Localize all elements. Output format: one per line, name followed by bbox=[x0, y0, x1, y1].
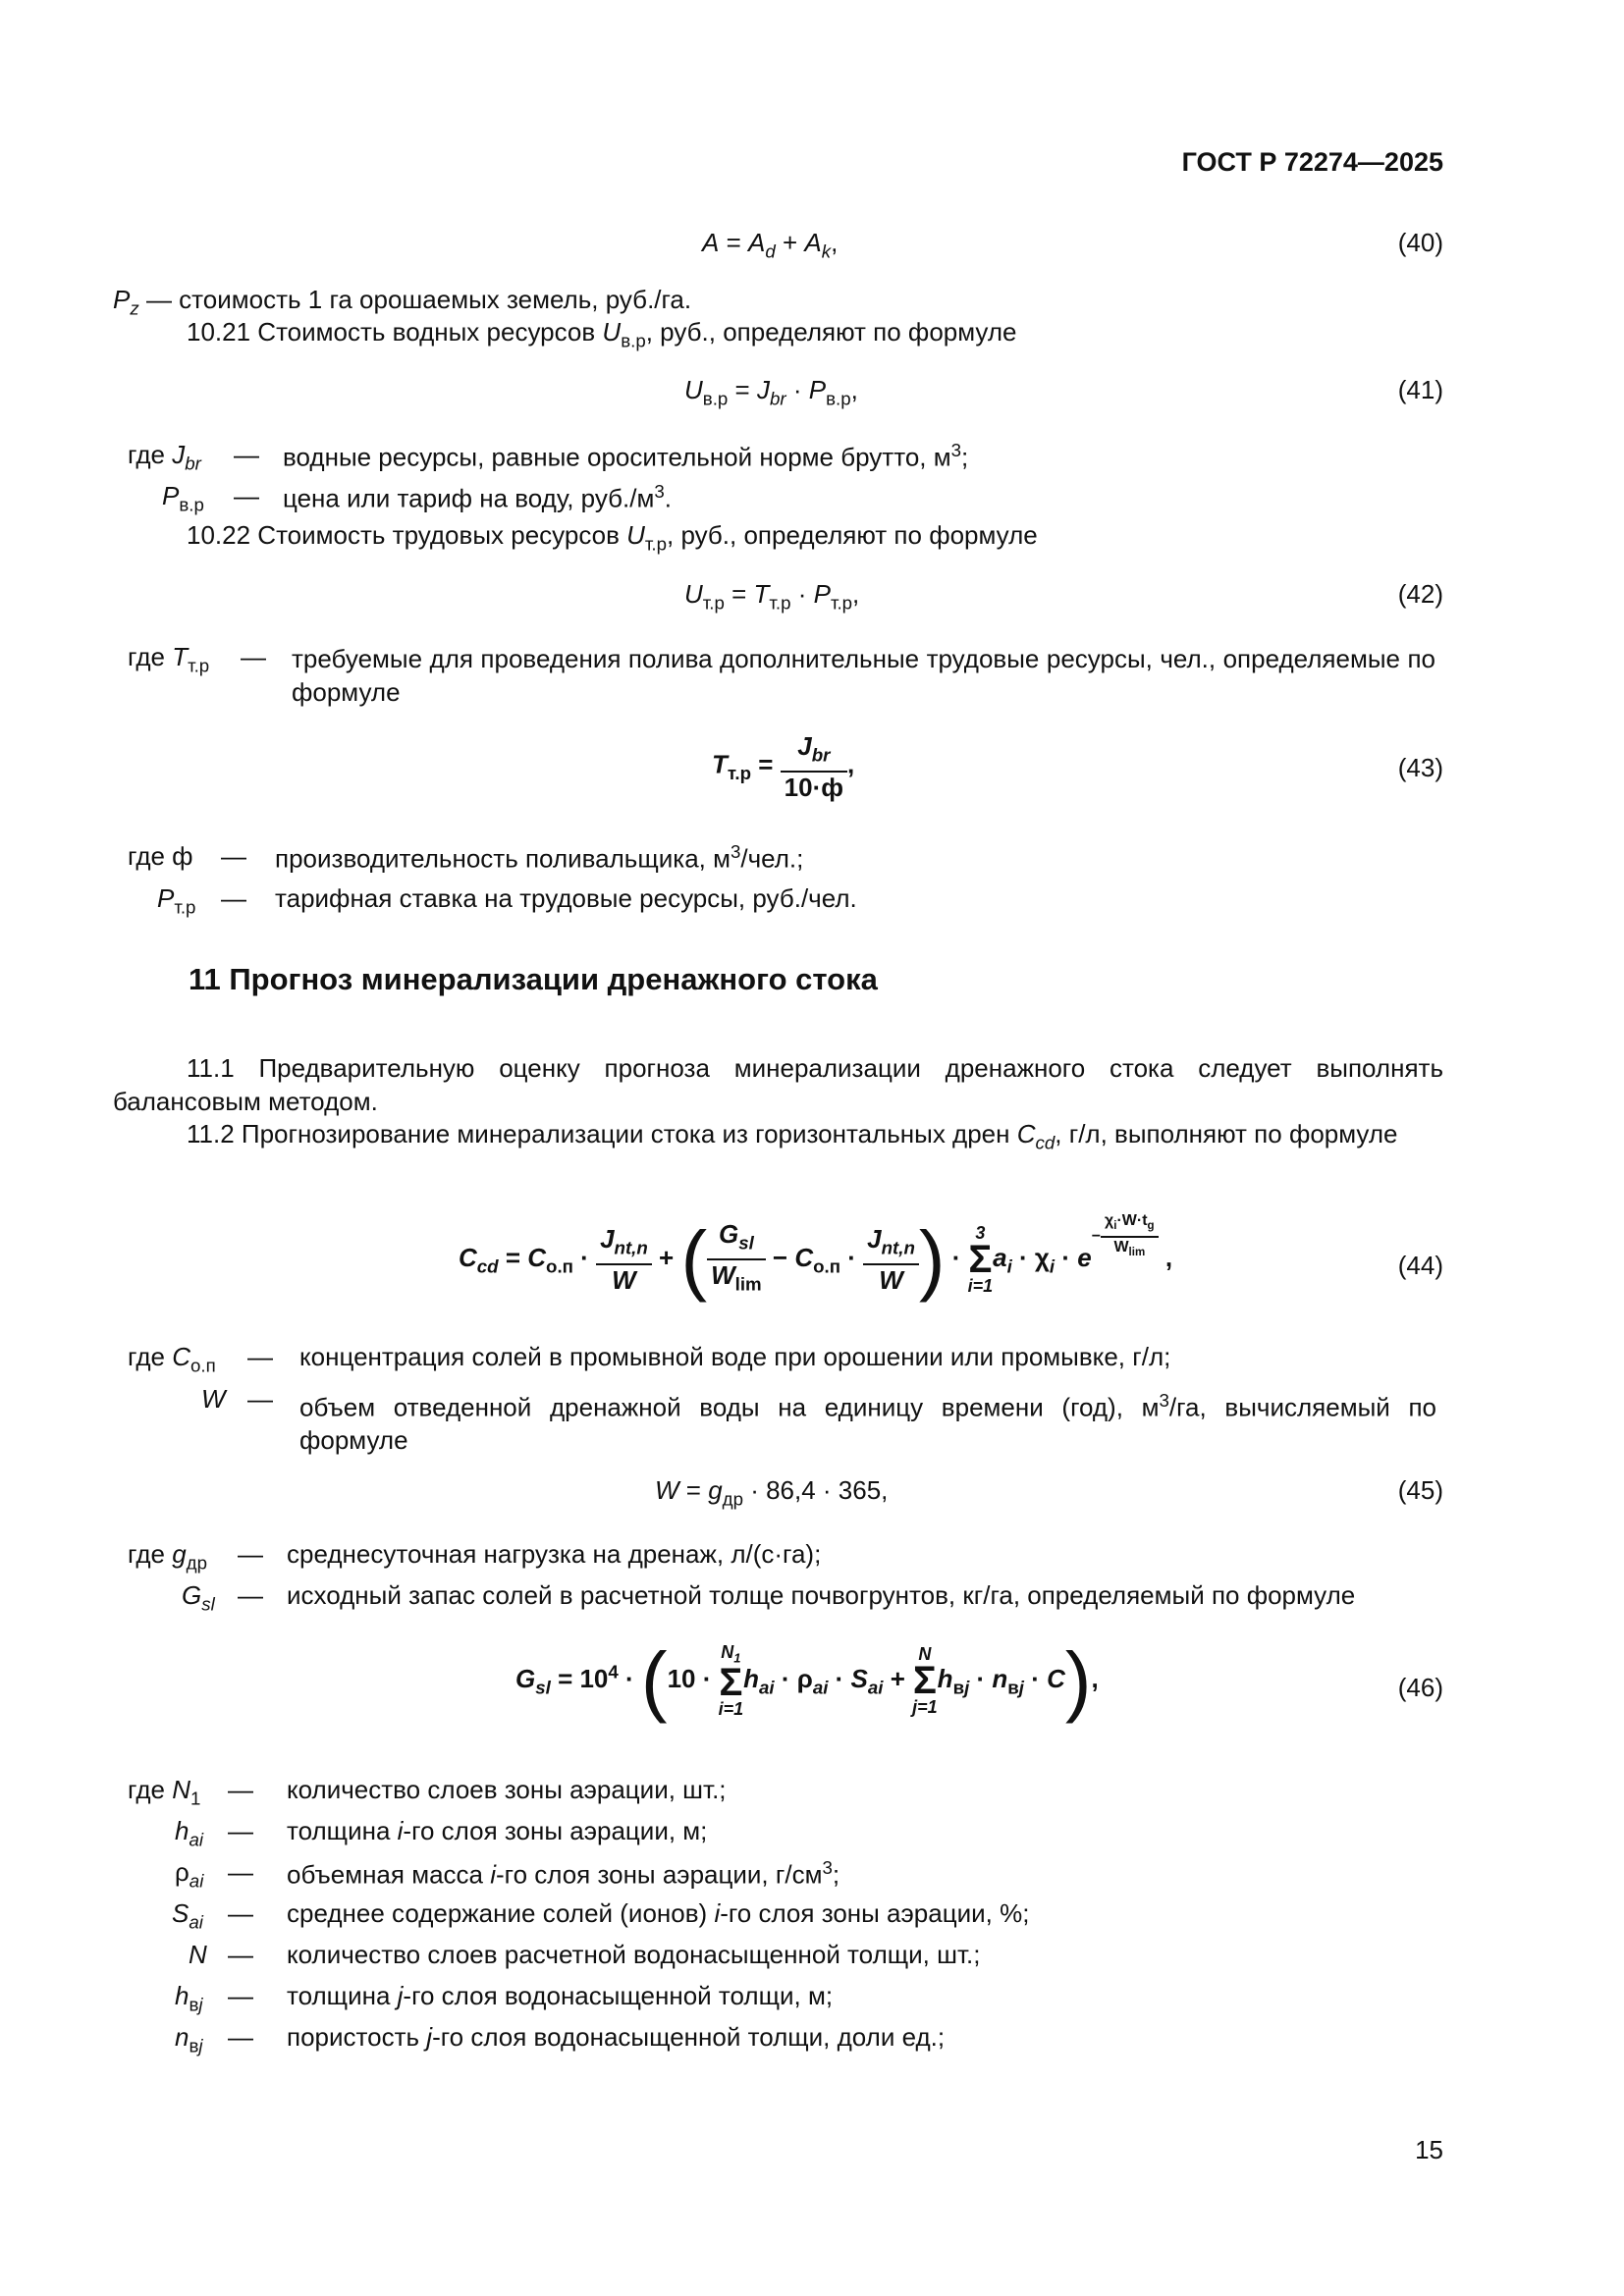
formula-43-number: (43) bbox=[1397, 753, 1443, 782]
pvr-definition-text: цена или тариф на воду, $руб./м^3$. bbox=[283, 481, 672, 513]
paragraph-11-1: 11.1 Предварительную оценку прогноза минерализации дренажного стока следует выполнять балансовым методом. bbox=[113, 1053, 1443, 1116]
dash: — bbox=[228, 1940, 253, 1969]
hvj-definition-text: толщина j-го слоя водонасыщенной толщи, м; bbox=[287, 1981, 834, 2010]
dash: — bbox=[238, 1539, 263, 1569]
n-symbol: N bbox=[189, 1940, 207, 1969]
gsl-definition-text: исходный запас солей в расчетной толще почвогрунтов, кг/га, определяемый по формуле bbox=[287, 1580, 1356, 1610]
formula-40-expression: $A = A_d + A_k$, bbox=[702, 228, 839, 262]
ttr-symbol: где $T_{т.р}$ bbox=[128, 642, 210, 676]
formula-43 bbox=[113, 731, 1443, 800]
formula-42-expression: $U_{т.р} = T_{т.р} \cdot P_{т.р}$, bbox=[684, 579, 860, 614]
formula-42-number: (42) bbox=[1397, 579, 1443, 609]
dash: — bbox=[228, 1981, 253, 2010]
dash: — bbox=[221, 841, 246, 871]
formula-45-expression: $W = g_{др} \cdot 86,4 \cdot 365$, bbox=[655, 1475, 889, 1510]
hvj-symbol: $h_{вj}$ bbox=[175, 1981, 203, 2015]
cop-definition-text: концентрация солей в промывной воде при орошении или промывке, г/л; bbox=[299, 1342, 1171, 1371]
formula-46 bbox=[113, 1637, 1443, 1745]
formula-41 bbox=[113, 375, 1443, 414]
phi-definition-text: производительность поливальщика, $м^3$/чел.; bbox=[275, 841, 804, 874]
jbr-definition: где $J_{br}$ bbox=[128, 440, 201, 474]
paragraph-10-22: 10.22 Стоимость трудовых ресурсов $U_{т.р}$, руб., определяют по формуле bbox=[187, 520, 1038, 555]
phi-symbol: где ф bbox=[128, 841, 193, 871]
jbr-definition-text: водные ресурсы, равные оросительной норме брутто, $м^3$; bbox=[283, 440, 969, 472]
gsl-symbol: $G_{sl}$ bbox=[182, 1580, 215, 1615]
dash: — bbox=[247, 1342, 273, 1371]
ptr-symbol: $P_{т.р}$ bbox=[157, 883, 196, 918]
pvr-symbol: $P_{в.р}$ bbox=[162, 481, 204, 515]
rho-definition-text: объемная масса i-го слоя зоны аэрации, $г/см^3$; bbox=[287, 1857, 840, 1890]
dash: — bbox=[228, 1816, 253, 1845]
hai-definition-text: толщина i-го слоя зоны аэрации, м; bbox=[287, 1816, 708, 1845]
page-number: 15 bbox=[1415, 2135, 1443, 2164]
formula-45-number: (45) bbox=[1397, 1475, 1443, 1505]
dash: — bbox=[238, 1580, 263, 1610]
dash: — bbox=[234, 440, 259, 469]
dash: — bbox=[234, 481, 259, 510]
section-heading: 11 Прогноз минерализации дренажного стока bbox=[189, 962, 878, 996]
formula-43-expression: $T_{т.р}$ = $\frac{J_{br}}{10\cdot ф}$ , bbox=[712, 731, 855, 802]
formula-46-expression: $G_{sl} = 10^4 \cdot (10$ · $N_1$ Σ i=1 $h_{ai} \cdot \rho_{ai} \cdot S_{ai}$ + N Σ j=1 $h_{вj} \cdot n_{вj} \cdot C$), bbox=[515, 1636, 1099, 1724]
n-definition-text: количество слоев расчетной водонасыщенной толщи, шт.; bbox=[287, 1940, 981, 1969]
paragraph-11-2: 11.2 Прогнозирование минерализации стока из горизонтальных дрен $C_{cd}$, г/л, выполняют по формуле bbox=[187, 1119, 1398, 1153]
formula-40 bbox=[113, 228, 1443, 267]
paragraph-10-21: 10.21 Стоимость водных ресурсов $U_{в.р}$, руб., определяют по формуле bbox=[187, 317, 1017, 351]
cop-symbol: где $C_{о.п}$ bbox=[128, 1342, 216, 1376]
nvj-definition-text: пористость j-го слоя водонасыщенной толщи, доли ед.; bbox=[287, 2022, 946, 2052]
formula-40-number: (40) bbox=[1397, 228, 1443, 257]
w-symbol: W bbox=[201, 1384, 226, 1414]
sai-definition-text: среднее содержание солей (ионов) i-го слоя зоны аэрации, %; bbox=[287, 1898, 1030, 1928]
formula-41-number: (41) bbox=[1397, 375, 1443, 404]
dash: — bbox=[221, 883, 246, 913]
dash: — bbox=[228, 1775, 253, 1804]
formula-45 bbox=[113, 1475, 1443, 1515]
sai-symbol: $S_{ai}$ bbox=[172, 1898, 203, 1933]
formula-41-expression: $U_{в.р} = J_{br} \cdot P_{в.р}$, bbox=[684, 375, 858, 409]
rho-symbol: $\rho_{ai}$ bbox=[175, 1857, 204, 1892]
w-definition-text: объем отведенной дренажной воды на единицу времени (год), $м^3/га$, вычисляемый по формуле bbox=[299, 1390, 1436, 1456]
formula-44-number: (44) bbox=[1397, 1251, 1443, 1280]
gdr-symbol: где $g_{др}$ bbox=[128, 1539, 207, 1574]
pz-definition: $P_z$ — стоимость 1 га орошаемых земель, руб./га. bbox=[113, 285, 692, 319]
dash: — bbox=[228, 2022, 253, 2052]
formula-42 bbox=[113, 579, 1443, 618]
gdr-definition-text: среднесуточная нагрузка на дренаж, л/(с·га); bbox=[287, 1539, 822, 1569]
n1-symbol: где $N_1$ bbox=[128, 1775, 201, 1809]
formula-44-expression: $C_{cd} = C_{о.п}$ · $\frac{J_{nt,n}}{W}$ + ( $\frac{G_{sl}}{W_{lim}}$ − $C_{о.п}$ · $\frac{J_{nt,n}}{W}$ ) · 3 Σ i=1 $a_i \cdot \chi_i \cdot e^{- \frac{\chi_i\cdot W\cdot t_g}{W_{lim}}}$ , bbox=[459, 1212, 1173, 1303]
dash: — bbox=[228, 1857, 253, 1887]
dash: — bbox=[247, 1384, 273, 1414]
hai-symbol: $h_{ai}$ bbox=[175, 1816, 204, 1850]
formula-44 bbox=[113, 1205, 1443, 1313]
dash: — bbox=[228, 1898, 253, 1928]
formula-46-number: (46) bbox=[1397, 1673, 1443, 1702]
nvj-symbol: $n_{вj}$ bbox=[175, 2022, 203, 2056]
ttr-definition-text: требуемые для проведения полива дополнительные трудовые ресурсы, чел., определяемые по формуле bbox=[292, 644, 1435, 707]
ptr-definition-text: тарифная ставка на трудовые ресурсы, руб./чел. bbox=[275, 883, 857, 913]
n1-definition-text: количество слоев зоны аэрации, шт.; bbox=[287, 1775, 727, 1804]
document-id: ГОСТ Р 72274—2025 bbox=[1181, 147, 1443, 177]
dash: — bbox=[241, 642, 266, 671]
